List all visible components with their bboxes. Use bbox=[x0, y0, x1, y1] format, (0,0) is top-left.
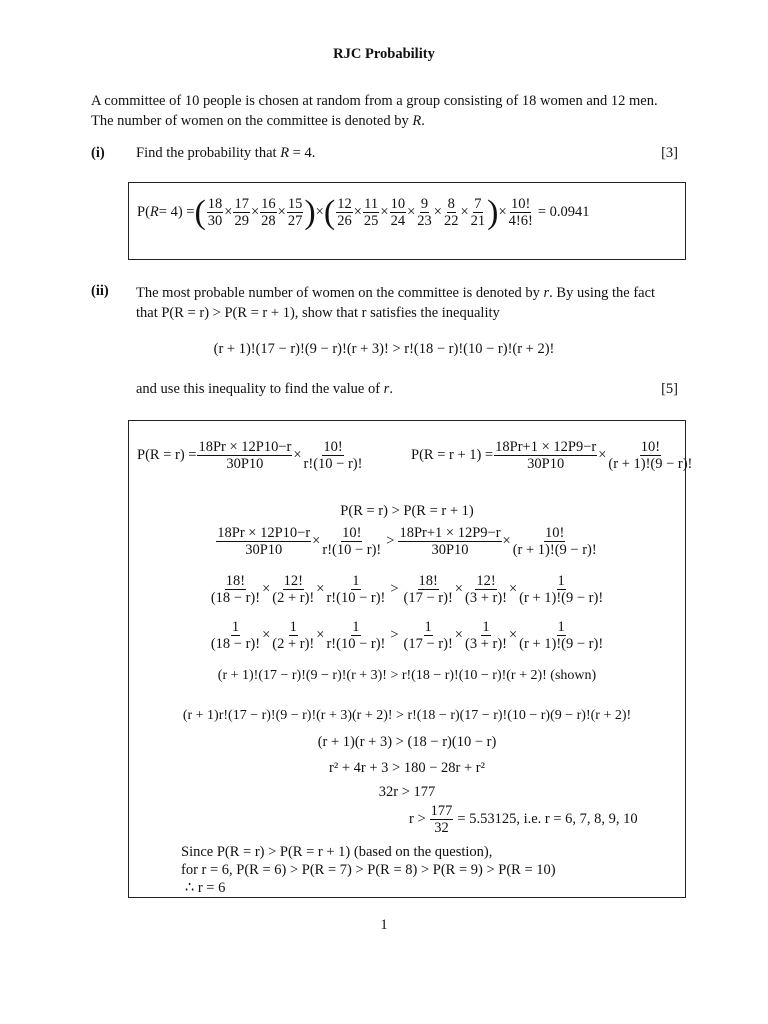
times-sign: × bbox=[380, 204, 389, 220]
fraction bbox=[207, 196, 224, 229]
expanded-inequality: (r + 1)r!(17 − r)!(9 − r)!(r + 3)(r + 2)! > r!(18 − r)(17 − r)!(10 − r)(9 − r)!(r + 2)! bbox=[182, 708, 632, 723]
fraction-numerator: 18 bbox=[207, 196, 223, 212]
fraction-group-women bbox=[206, 196, 305, 229]
fraction-denominator: 26 bbox=[337, 213, 352, 229]
fraction-numerator: 16 bbox=[261, 196, 276, 212]
fraction-group-men bbox=[335, 196, 487, 229]
fraction-numerator: 17 bbox=[234, 196, 249, 212]
fraction-denominator: 24 bbox=[390, 213, 406, 229]
fraction-numerator: 11 bbox=[364, 196, 379, 212]
left-paren: ( bbox=[194, 193, 206, 231]
fraction bbox=[233, 196, 250, 229]
times-sign: × bbox=[277, 204, 286, 220]
perm-inequality: $\frac{18Pr \times 12P10-r}{30P10}$ × $\frac{10!}{r!(10 - r)!}$ > $\frac{18Pr+1 \times 12P9-r}{30P10}$ × $\frac{10!}{(r + 1)!(9 - r)!}$ bbox=[217, 525, 597, 558]
question-intro bbox=[91, 91, 658, 131]
linear-inequality: 32r > 177 bbox=[378, 784, 436, 800]
fraction bbox=[416, 196, 433, 229]
part-ii-marks: [5] bbox=[661, 381, 678, 397]
part-i-number: (i) bbox=[91, 145, 105, 161]
part-ii-prompt: The most probable number of women on the committee is denoted by r. By using the fact that P(R = r) > P(R = r + 1), show that r satisfies the inequality bbox=[136, 285, 656, 321]
page-number: 1 bbox=[380, 917, 388, 933]
fraction bbox=[260, 196, 277, 229]
fraction-denominator: 22 bbox=[443, 213, 459, 229]
fraction bbox=[443, 196, 460, 229]
right-paren: ) bbox=[304, 193, 316, 231]
since-line: Since P(R = r) > P(R = r + 1) (based on the question), bbox=[181, 844, 493, 860]
shown-inequality: (r + 1)!(17 − r)!(9 − r)!(r + 3)! > r!(18 − r)!(10 − r)!(r + 2)! (shown) bbox=[217, 668, 597, 683]
intro-line-2: The number of women on the committee is denoted by R. bbox=[91, 113, 425, 129]
fraction bbox=[287, 196, 304, 229]
times-sign: × bbox=[433, 204, 442, 220]
times-sign: × bbox=[315, 204, 324, 220]
fraction-numerator: 10 bbox=[390, 196, 406, 212]
part-i-answer-expression: P( R = 4) = ( $\frac{18}{30}$ × $\frac{17}{29}$ × $\frac{16}{28}$ × $\frac{15}{27}$ ) × ( $\frac{12}{26}$ × $\frac{11}{25}$ × $\frac{10}{24}$ × $\frac{9}{23}$ × $\frac{8}{22}$ × $\frac{7}{21}$ ) × $\frac{10!}{4!6!}$ = 0.0941 bbox=[137, 193, 590, 231]
fraction bbox=[390, 196, 407, 229]
times-sign: × bbox=[224, 204, 233, 220]
fraction-denominator: 27 bbox=[287, 213, 303, 229]
coefficient-fraction: $\frac{10!}{4!6!}$ bbox=[508, 196, 533, 229]
fraction-numerator: 15 bbox=[287, 196, 303, 212]
fraction bbox=[363, 196, 380, 229]
comparison-line: P(R = r) > P(R = r + 1) bbox=[340, 503, 474, 519]
fraction-denominator: 21 bbox=[470, 213, 486, 229]
times-sign: × bbox=[407, 204, 416, 220]
times-sign: × bbox=[353, 204, 362, 220]
part-ii-instruction: and use this inequality to find the value of r. bbox=[136, 381, 393, 397]
times-sign: × bbox=[460, 204, 469, 220]
intro-line-1: A committee of 10 people is chosen at random from a group consisting of 18 women and 12 men. bbox=[91, 93, 658, 109]
times-sign: × bbox=[498, 204, 507, 220]
prob-r1-definition: P(R = r + 1) = $\frac{18Pr+1 \times 12P9-r}{30P10}$ × $\frac{10!}{(r + 1)!(9 - r)!}$ bbox=[411, 439, 693, 472]
fraction bbox=[336, 196, 353, 229]
fraction-numerator: 12 bbox=[337, 196, 352, 212]
left-paren: ( bbox=[323, 193, 336, 231]
fraction-denominator: 25 bbox=[363, 213, 379, 229]
fraction bbox=[470, 196, 487, 229]
chain-line: for r = 6, P(R = 6) > P(R = 7) > P(R = 8) > P(R = 9) > P(R = 10) bbox=[181, 862, 556, 878]
factorial-inequality: $\frac{18!}{(18 - r)!}$ × $\frac{12!}{(2 + r)!}$ × $\frac{1}{r!(10 - r)!}$ > $\frac{18!}{(17 - r)!}$ × $\frac{12!}{(3 + r)!}$ × $\frac{1}{(r + 1)!(9 - r)!}$ bbox=[210, 573, 604, 606]
fraction-numerator: 9 bbox=[420, 196, 429, 212]
part-i-answer-box bbox=[128, 182, 686, 260]
fraction-numerator: 7 bbox=[474, 196, 482, 212]
fraction-denominator: 23 bbox=[417, 213, 432, 229]
part-ii-solution-box bbox=[128, 420, 693, 898]
part-i-prompt: Find the probability that R = 4. bbox=[136, 145, 316, 161]
fraction-denominator: 30 bbox=[207, 213, 223, 229]
times-sign: × bbox=[250, 204, 260, 220]
answer-result: = 0.0941 bbox=[537, 204, 590, 220]
fraction-denominator: 28 bbox=[261, 213, 276, 229]
fraction-numerator: 8 bbox=[447, 196, 455, 212]
quadratic-inequality: r² + 4r + 3 > 180 − 28r + r² bbox=[329, 760, 485, 776]
part-ii-number: (ii) bbox=[91, 283, 109, 299]
part-i-marks: [3] bbox=[661, 145, 678, 161]
right-paren: ) bbox=[487, 193, 499, 231]
simplified-inequality: (r + 1)(r + 3) > (18 − r)(10 − r) bbox=[317, 734, 497, 750]
document-title: RJC Probability bbox=[333, 46, 435, 62]
part-ii-inequality: (r + 1)!(17 − r)!(9 − r)!(r + 3)! > r!(18 − r)!(10 − r)!(r + 2)! bbox=[213, 341, 555, 357]
fraction-denominator: 29 bbox=[234, 213, 249, 229]
reciprocal-inequality: $\frac{1}{(18 - r)!}$ × $\frac{1}{(2 + r)!}$ × $\frac{1}{r!(10 - r)!}$ > $\frac{1}{(17 - r)!}$ × $\frac{1}{(3 + r)!}$ × $\frac{1}{(r + 1)!(9 - r)!}$ bbox=[210, 619, 604, 652]
conclusion-line: ∴ r = 6 bbox=[185, 880, 226, 896]
solve-line: r > $\frac{177}{32}$ = 5.53125, i.e. r = 6, 7, 8, 9, 10 bbox=[409, 803, 638, 836]
prob-r-definition: P(R = r) = $\frac{18Pr \times 12P10-r}{30P10}$ × $\frac{10!}{r!(10 - r)!}$ bbox=[137, 439, 363, 472]
